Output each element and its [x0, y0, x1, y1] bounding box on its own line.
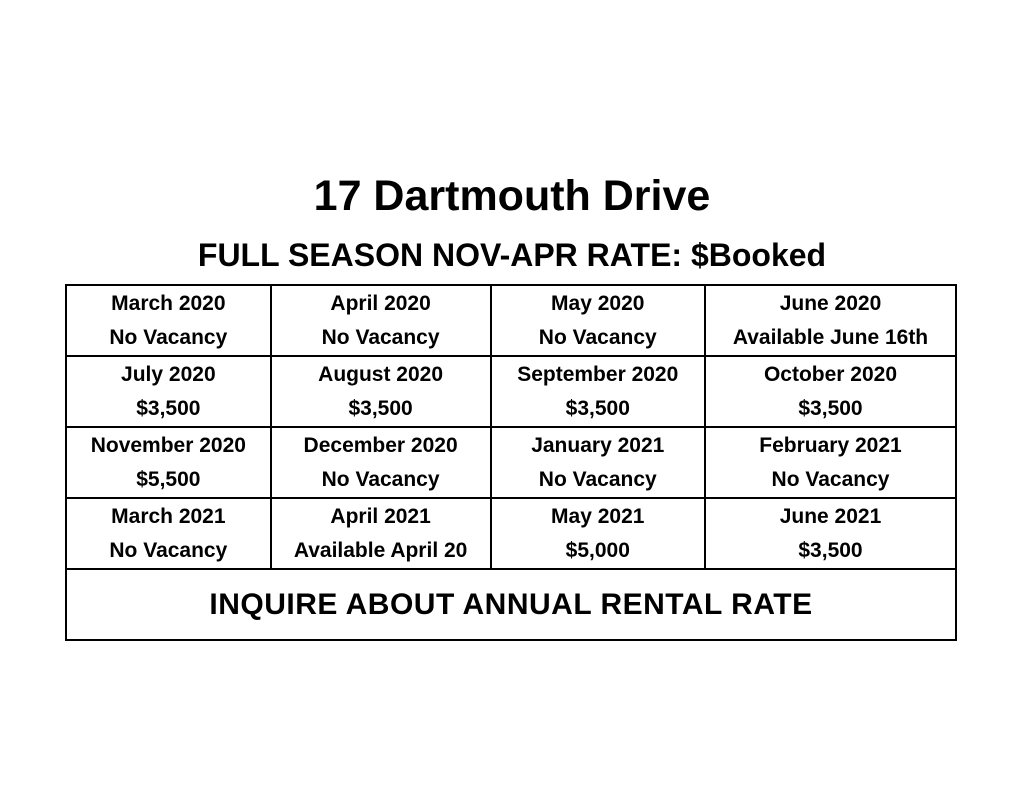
cell-month: September 2020	[517, 362, 679, 386]
table-cell	[705, 356, 956, 427]
cell-month: December 2020	[303, 433, 458, 457]
cell-status: Available June 16th	[732, 325, 929, 349]
cell-status: $3,500	[798, 538, 863, 562]
cell-status: No Vacancy	[321, 467, 440, 491]
cell-status: Available April 20	[293, 538, 468, 562]
cell-month: April 2021	[330, 504, 431, 528]
table-cell	[66, 498, 271, 569]
table-row	[66, 285, 956, 356]
cell-month: July 2020	[121, 362, 216, 386]
cell-month: May 2021	[551, 504, 645, 528]
table-cell	[271, 285, 491, 356]
cell-month: November 2020	[90, 433, 246, 457]
table-cell	[66, 356, 271, 427]
table-cell	[271, 498, 491, 569]
table-cell	[66, 427, 271, 498]
cell-month: June 2021	[779, 504, 882, 528]
cell-status: $3,500	[798, 396, 863, 420]
cell-status: No Vacancy	[321, 325, 440, 349]
table-cell	[491, 498, 705, 569]
table-cell	[491, 427, 705, 498]
table-cell	[705, 285, 956, 356]
cell-month: March 2021	[111, 504, 226, 528]
table-row	[66, 498, 956, 569]
cell-month: June 2020	[779, 291, 882, 315]
cell-month: March 2020	[111, 291, 226, 315]
cell-status: $3,500	[348, 396, 413, 420]
cell-status: $3,500	[565, 396, 630, 420]
cell-month: October 2020	[763, 362, 898, 386]
footer-banner: INQUIRE ABOUT ANNUAL RENTAL RATE	[209, 587, 813, 621]
table-cell	[491, 285, 705, 356]
table-cell	[705, 498, 956, 569]
table-cell	[491, 356, 705, 427]
table-cell	[271, 427, 491, 498]
cell-status: No Vacancy	[538, 325, 657, 349]
page-title: 17 Dartmouth Drive	[313, 172, 711, 220]
cell-month: May 2020	[551, 291, 645, 315]
cell-status: $5,500	[136, 467, 201, 491]
cell-month: January 2021	[531, 433, 665, 457]
cell-status: No Vacancy	[538, 467, 657, 491]
cell-status: No Vacancy	[771, 467, 890, 491]
cell-status: $5,000	[565, 538, 630, 562]
table-row	[66, 356, 956, 427]
table-cell	[705, 427, 956, 498]
table-footer-cell	[66, 569, 956, 640]
table-cell	[66, 285, 271, 356]
table-cell	[271, 356, 491, 427]
table-footer-row	[66, 569, 956, 640]
cell-status: No Vacancy	[109, 325, 228, 349]
availability-table	[65, 284, 957, 641]
cell-month: February 2021	[759, 433, 902, 457]
cell-status: No Vacancy	[109, 538, 228, 562]
cell-month: August 2020	[318, 362, 444, 386]
page-subtitle: FULL SEASON NOV-APR RATE: $Booked	[197, 237, 827, 273]
table-row	[66, 427, 956, 498]
cell-month: April 2020	[330, 291, 431, 315]
cell-status: $3,500	[136, 396, 201, 420]
